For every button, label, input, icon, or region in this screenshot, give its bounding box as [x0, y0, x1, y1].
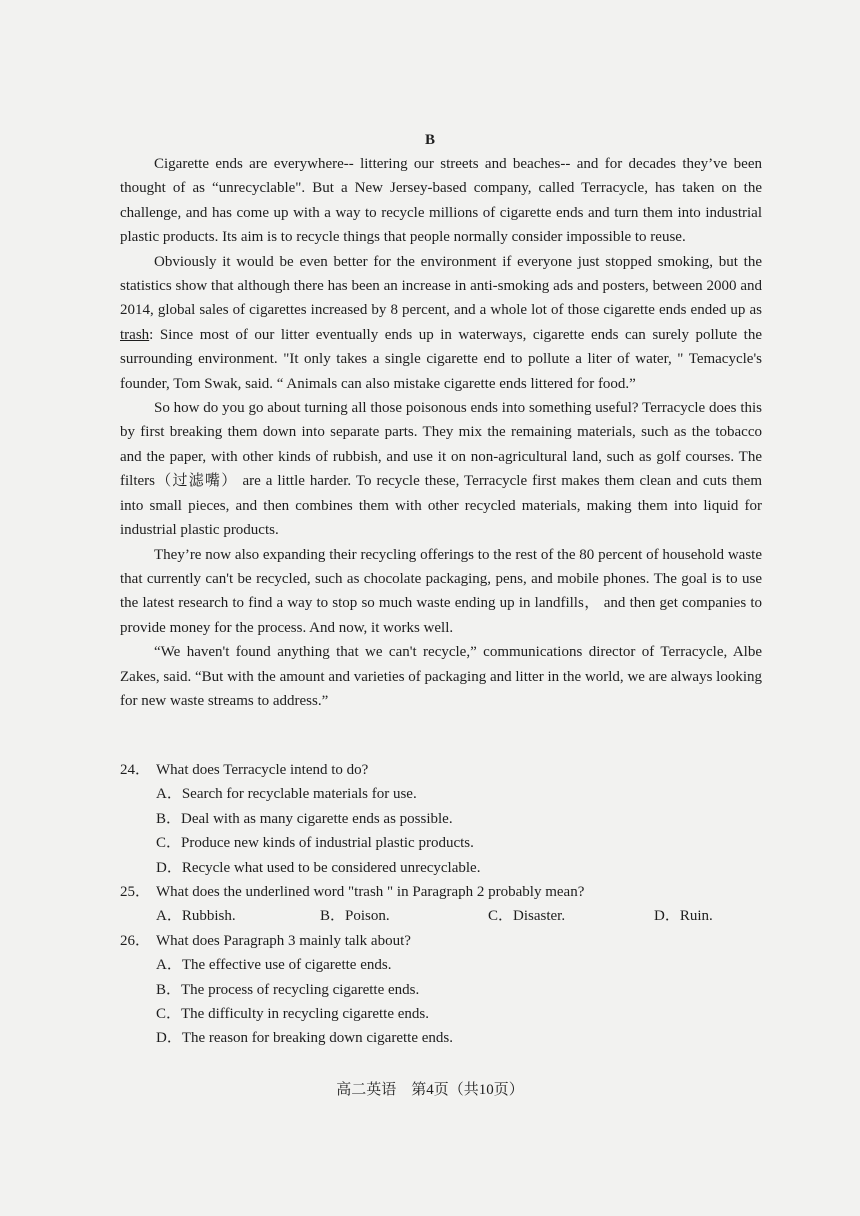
paragraph-2 — [120, 250, 762, 396]
option-row — [120, 904, 762, 928]
question-stem — [120, 758, 762, 782]
paragraph-2-before: Obviously it would be even better for the environment if everyone just stopped smoking, but the statistics show that although there has been an increase in anti-smoking ads and posters, between 2000 and 2014, global sales of cigarettes increased by 8 percent, and a whole lot of those cigarette ends ended up as — [120, 253, 762, 319]
page-footer: 高二英语 第4页（共10页） — [336, 1082, 524, 1098]
option-a: A．Rubbish. — [156, 908, 236, 925]
question-number: 24． — [120, 762, 151, 778]
option-a: A．The effective use of cigarette ends. — [156, 957, 392, 974]
question-number: 26． — [120, 932, 151, 949]
question-text: What does Paragraph 3 mainly talk about? — [156, 932, 411, 949]
question-text: What does Terracycle intend to do? — [156, 762, 369, 778]
question-stem — [120, 880, 762, 904]
option-b: B．Deal with as many cigarette ends as possible. — [156, 810, 453, 827]
question-26 — [120, 929, 762, 1051]
question-24 — [120, 758, 762, 880]
option-c: C．Produce new kinds of industrial plastic products. — [156, 835, 474, 852]
paragraph-3: So how do you go about turning all those poisonous ends into something useful? Terracycle does this by first breaking them down into separate parts. They mix the remaining materials, such as the tobacco and the paper, with other kinds of rubbish, and use it on non-agricultural land, such as golf courses. The filters（过滤嘴） are a little harder. To recycle these, Terracycle first makes them clean and cuts them into small pieces, and then combines them with other recycled materials, making them into liquid for industrial plastic products. — [120, 400, 762, 539]
paragraph-1: Cigarette ends are everywhere-- littering our streets and beaches-- and for decades they’ve been thought of as “unrecyclable". But a New Jersey-based company, called Terracycle, has taken on the challenge, and has come up with a way to recycle millions of cigarette ends and turn them into industrial plastic products. Its aim is to recycle things that people normally consider impossible to reuse. — [120, 156, 762, 246]
section-title: B — [424, 132, 435, 148]
question-25 — [120, 880, 762, 929]
paragraph-4: They’re now also expanding their recycling offerings to the rest of the 80 percent of household waste that currently can't be recycled, such as chocolate packaging, pens, and mobile phones. The goal is to use the latest research to find a way to stop so much waste ending up in landfills， and then get companies to provide money for the process. And now, it works well. — [120, 546, 762, 636]
question-stem — [120, 929, 762, 953]
option-d: D．Ruin. — [654, 908, 713, 925]
option-d: D．The reason for breaking down cigarette ends. — [156, 1030, 453, 1047]
paragraph-5: “We haven't found anything that we can't recycle,” communications director of Terracycle, Albe Zakes, said. “But with the amount and varieties of packaging and litter in the world, we are always looking for new waste streams to address.” — [120, 644, 762, 709]
option-a: A．Search for recyclable materials for use. — [156, 786, 417, 803]
option-c: C．The difficulty in recycling cigarette ends. — [156, 1006, 429, 1023]
option-b: B．Poison. — [320, 908, 390, 925]
underlined-word-trash: trash — [120, 326, 150, 343]
question-list — [120, 758, 762, 1051]
option-d: D．Recycle what used to be considered unrecyclable. — [156, 859, 481, 876]
question-number: 25． — [120, 884, 151, 901]
paragraph-2-after: : Since most of our litter eventually ends up in waterways, cigarette ends can surely pollute the surrounding environment. "It only takes a single cigarette end to pollute a liter of water, " Temacycle's founder, Tom Swak, said. “ Animals can also mistake cigarette ends littered for food.” — [120, 326, 762, 392]
question-text: What does the underlined word "trash " in Paragraph 2 probably mean? — [156, 884, 585, 901]
option-b: B．The process of recycling cigarette ends. — [156, 981, 420, 998]
reading-passage — [120, 152, 762, 713]
option-c: C．Disaster. — [488, 908, 566, 925]
